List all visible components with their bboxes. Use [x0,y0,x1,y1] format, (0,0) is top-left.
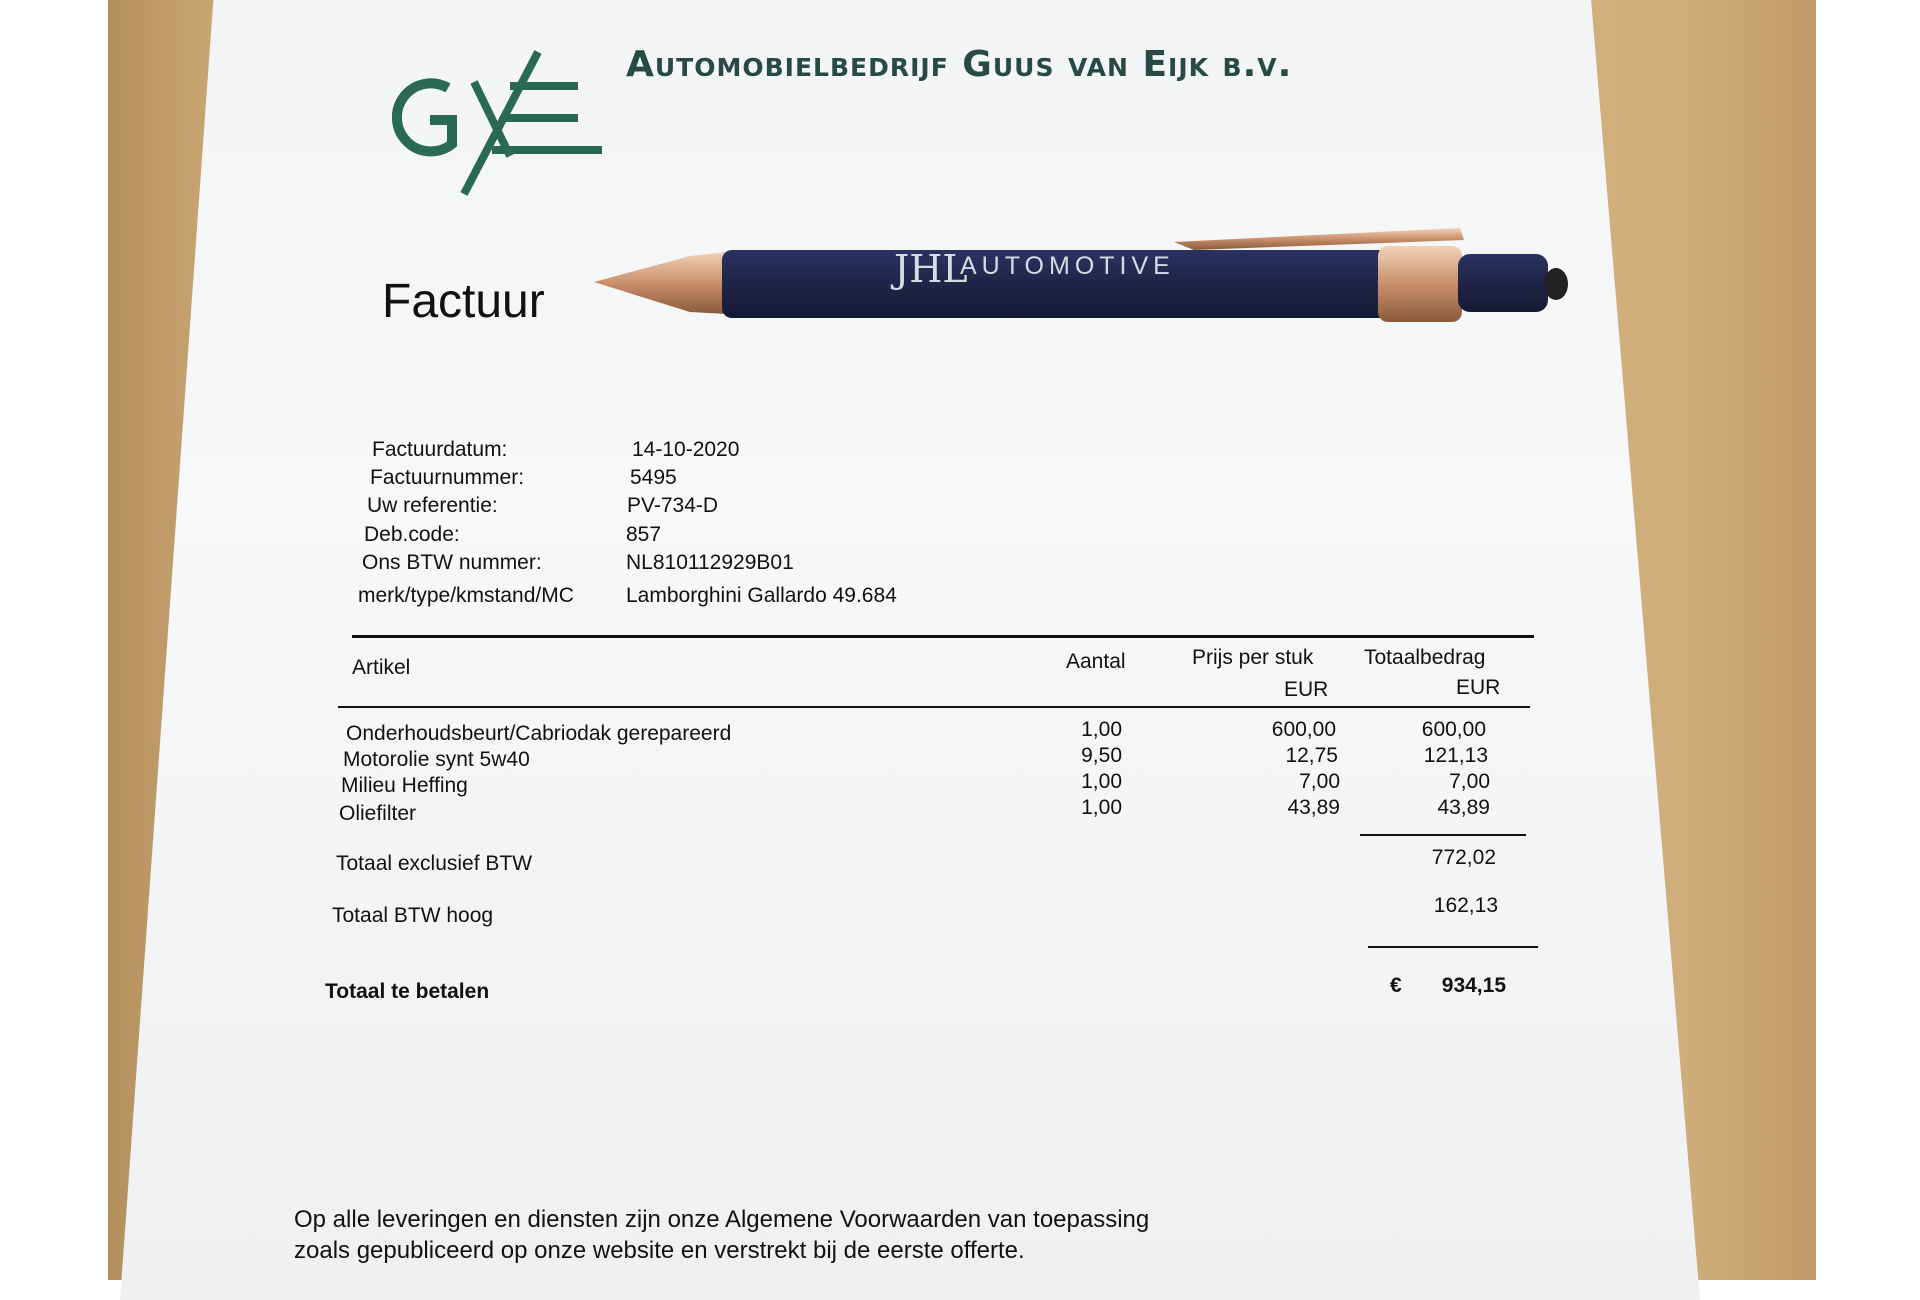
header-totaal: Totaalbedrag [1364,646,1486,669]
total-pay-label: Totaal te betalen [325,980,490,1003]
total-excl-value: 772,02 [1431,846,1496,869]
total-pay-value: 934,15 [1441,974,1506,997]
document-title: Factuur [382,275,545,328]
header-prijs-unit: EUR [1284,678,1329,701]
header-aantal: Aantal [1066,650,1126,673]
company-name: Automobielbedrijf Guus van Eijk b.v. [626,44,1293,85]
cell-aantal: 1,00 [1081,770,1122,793]
company-logo [392,46,604,196]
pen-monogram: JHL [894,247,968,291]
currency-symbol: € [1390,974,1402,997]
meta-value: NL810112929B01 [626,551,794,574]
subtotal-rule [1360,834,1526,836]
total-excl-label: Totaal exclusief BTW [336,852,533,875]
meta-value: PV-734-D [627,494,719,517]
header-prijs: Prijs per stuk [1192,646,1314,669]
cell-aantal: 9,50 [1081,744,1122,767]
pen-brand: AUTOMOTIVE [960,252,1175,280]
logo-letters: GVE [392,46,395,47]
cell-aantal: 1,00 [1081,718,1122,741]
meta-value: 5495 [630,466,677,489]
total-rule [1368,946,1538,948]
terms-footer [294,1204,1149,1266]
cell-artikel: Onderhoudsbeurt/Cabriodak gerepareerd [346,722,732,745]
cell-artikel: Motorolie synt 5w40 [343,748,530,771]
cell-totaal: 7,00 [1449,770,1490,793]
cell-prijs: 7,00 [1299,770,1340,793]
table-header-rule [338,706,1530,708]
meta-label: Deb.code: [364,523,460,546]
total-btw-value: 162,13 [1433,894,1498,917]
terms-line-1: Op alle leveringen en diensten zijn onze Algemene Voorwaarden van toepassing [294,1206,1150,1233]
cell-totaal: 121,13 [1423,744,1488,767]
cell-prijs: 12,75 [1285,744,1338,767]
header-totaal-unit: EUR [1456,676,1501,699]
meta-label: Ons BTW nummer: [362,551,542,574]
total-btw-label: Totaal BTW hoog [332,904,494,927]
cell-prijs: 43,89 [1287,796,1340,819]
header-artikel: Artikel [352,656,411,679]
meta-value: 14-10-2020 [632,438,740,461]
meta-label: Factuurdatum: [372,438,508,461]
cell-totaal: 600,00 [1421,718,1486,741]
meta-label: merk/type/kmstand/MC [358,584,574,607]
table-top-rule [352,635,1534,638]
meta-label: Uw referentie: [367,494,498,517]
cell-artikel: Milieu Heffing [341,774,468,797]
meta-value: 857 [626,523,662,546]
terms-line-2: zoals gepubliceerd op onze website en verstrekt bij de eerste offerte. [294,1237,1025,1264]
cell-prijs: 600,00 [1271,718,1336,741]
cell-aantal: 1,00 [1081,796,1122,819]
meta-value: Lamborghini Gallardo 49.684 [626,584,897,607]
meta-label: Factuurnummer: [370,466,525,489]
cell-totaal: 43,89 [1437,796,1490,819]
cell-artikel: Oliefilter [339,802,417,825]
